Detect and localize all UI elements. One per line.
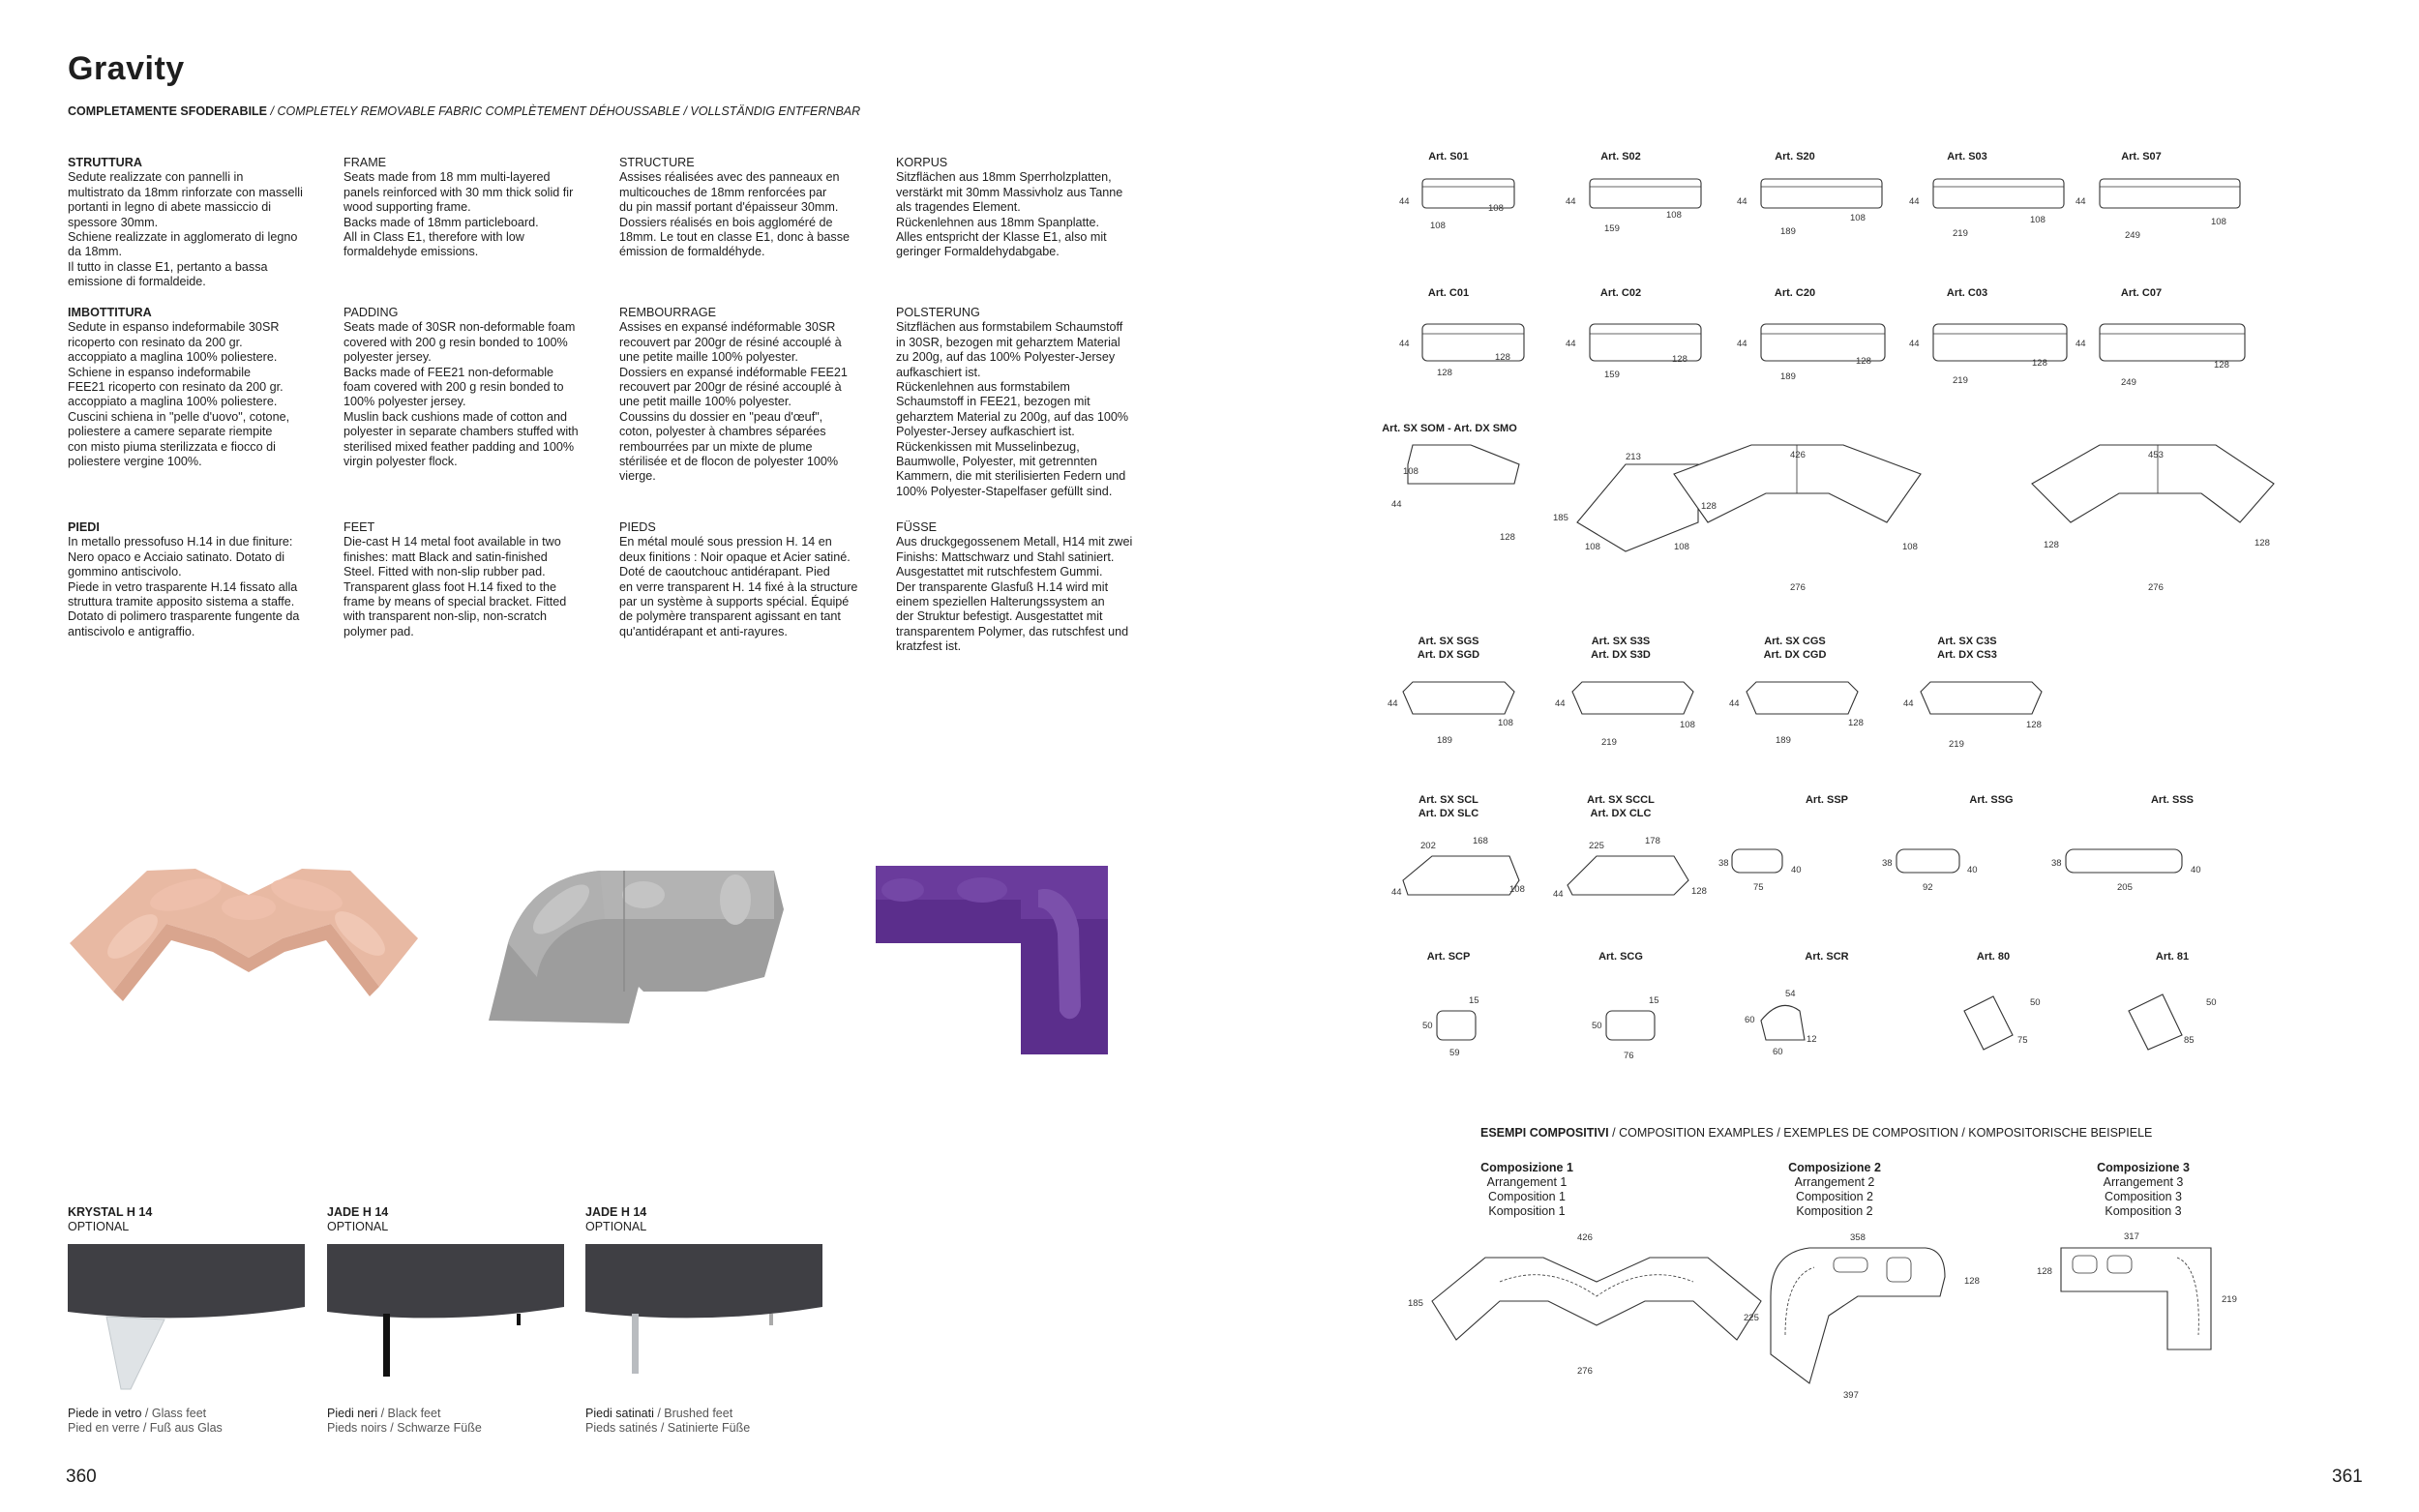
heading-padding: PADDING xyxy=(343,306,399,319)
dim: 108 xyxy=(1498,718,1513,728)
dim: 108 xyxy=(1850,213,1866,223)
feet-caption xyxy=(585,1407,822,1421)
feet-caption-2: Pied en verre / Fuß aus Glas xyxy=(68,1421,223,1435)
purple-sofa-image xyxy=(876,861,1118,1064)
column-french-feet xyxy=(619,520,882,639)
text-frame: Seats made from 18 mm multi-layered panels reinforced with 30 mm thick solid fir wood supporting frame. Backs made of 18mm particleboard. All in Class E1, therefore with low formaldehyde emissions. xyxy=(343,170,574,259)
dim: 59 xyxy=(1449,1048,1460,1058)
art-80-label: Art. 80 xyxy=(1976,951,2011,963)
text-struttura: Sedute realizzate con pannelli in multistrato da 18mm rinforzate con masselli portanti in legno di abete massiccio di spessore 30mm. Schiene realizzate in agglomerato di legno da 18mm. Il tutto in classe E1, pertanto a bassa emissione di formaldeide. xyxy=(68,170,303,289)
feet-caption-2: Pieds noirs / Schwarze Füße xyxy=(327,1421,482,1435)
dim: 44 xyxy=(1388,698,1398,709)
dim: 44 xyxy=(1737,196,1747,207)
dim: 38 xyxy=(2051,858,2062,869)
dim: 40 xyxy=(1967,865,1978,875)
dim: 219 xyxy=(1953,228,1968,239)
column-german xyxy=(896,156,1159,260)
dim: 108 xyxy=(1488,203,1504,214)
heading-structure: STRUCTURE xyxy=(619,156,695,169)
dim: 50 xyxy=(1422,1021,1433,1031)
dim: 185 xyxy=(1553,513,1568,523)
feet-name: JADE H 14 xyxy=(327,1205,389,1219)
heading-imbottitura: IMBOTTITURA xyxy=(68,306,152,319)
caption-main: Piedi neri xyxy=(327,1407,378,1420)
dim: 178 xyxy=(1645,836,1660,846)
dim: 54 xyxy=(1785,989,1796,999)
composition-examples-heading xyxy=(1480,1126,2152,1140)
column-french-padding xyxy=(619,306,882,485)
subtitle-rest: / COMPLETELY REMOVABLE FABRIC COMPLÈTEMENT DÉHOUSSABLE / VOLLSTÄNDIG ENTFERNBAR xyxy=(267,104,861,118)
dim: 189 xyxy=(1776,735,1791,746)
composition-1 xyxy=(1411,1161,1643,1219)
label-line: Art. SX SGS xyxy=(1418,636,1479,647)
heading-rembourrage: REMBOURRAGE xyxy=(619,306,717,319)
art-s03-label: Art. S03 xyxy=(1947,151,1987,163)
art-ssg-label: Art. SSG xyxy=(1969,794,2014,806)
art-c20-label: Art. C20 xyxy=(1774,287,1816,299)
label-line: Art. DX CLC xyxy=(1590,808,1652,819)
dim: 128 xyxy=(1672,354,1687,365)
column-german-padding xyxy=(896,306,1159,499)
dim: 108 xyxy=(1674,542,1689,552)
heading-fusse: FÜSSE xyxy=(896,520,937,534)
subtitle-bold: COMPLETAMENTE SFODERABILE xyxy=(68,104,268,118)
feet-option-jade-brushed xyxy=(585,1205,822,1436)
dim: 50 xyxy=(2030,997,2041,1008)
dim: 426 xyxy=(1790,450,1806,460)
dim: 60 xyxy=(1773,1047,1783,1057)
heading-polsterung: POLSTERUNG xyxy=(896,306,980,319)
art-81-label: Art. 81 xyxy=(2155,951,2190,963)
art-c01-label: Art. C01 xyxy=(1427,287,1470,299)
art-s02-label: Art. S02 xyxy=(1600,151,1641,163)
composition-line: Composition 3 xyxy=(2105,1190,2182,1203)
dim: 128 xyxy=(1495,352,1510,363)
dim: 128 xyxy=(1500,532,1515,543)
art-sss-label: Art. SSS xyxy=(2150,794,2195,806)
art-s20-label: Art. S20 xyxy=(1775,151,1815,163)
art-s07-label: Art. S07 xyxy=(2121,151,2162,163)
label-line: Art. SX SCL xyxy=(1419,794,1478,806)
page-number-right: 361 xyxy=(2332,1467,2363,1487)
feet-caption xyxy=(68,1407,305,1421)
caption-main: Piedi satinati xyxy=(585,1407,654,1420)
text-feet: Die-cast H 14 metal foot available in two finishes: matt Black and satin-finished Steel. Fitted with non-slip rubber pad. Transparent glass foot H.14 fixed to the frame by means of special bracket. Fitted with transparent non-slip, non-scratch polymer pad. xyxy=(343,535,567,638)
dim: 44 xyxy=(1903,698,1914,709)
dim: 12 xyxy=(1807,1034,1817,1045)
dim: 76 xyxy=(1624,1051,1634,1061)
caption-rest: / Black feet xyxy=(377,1407,441,1420)
dim: 128 xyxy=(2214,360,2229,371)
feet-name: JADE H 14 xyxy=(585,1205,647,1219)
label-line: Art. SX SCCL xyxy=(1587,794,1655,806)
dim: 453 xyxy=(2148,450,2164,460)
dim: 128 xyxy=(2037,1266,2052,1277)
composition-title: Composizione 2 xyxy=(1788,1161,1881,1174)
dim: 40 xyxy=(2191,865,2201,875)
art-ssp-label: Art. SSP xyxy=(1805,794,1849,806)
dim: 108 xyxy=(2211,217,2226,227)
dim: 249 xyxy=(2125,230,2140,241)
dim: 128 xyxy=(1848,718,1864,728)
composition-3-drawing xyxy=(2037,1231,2237,1349)
label-line: Art. DX SLC xyxy=(1418,808,1479,819)
composition-2 xyxy=(1718,1161,1951,1219)
dim: 44 xyxy=(1553,889,1564,900)
dim: 44 xyxy=(1737,339,1747,349)
dim: 44 xyxy=(1555,698,1566,709)
dim: 213 xyxy=(1626,452,1641,462)
text-korpus: Sitzflächen aus 18mm Sperrholzplatten, verstärkt mit 30mm Massivholz aus Tanne als tragendes Element. Rückenlehnen aus 18mm Spanplatte. Alles entspricht der Klasse E1, also mit geringer Formaldehydabgabe. xyxy=(896,170,1123,259)
dim: 128 xyxy=(1856,356,1871,367)
dim: 50 xyxy=(1592,1021,1602,1031)
art-som-label: Art. SX SOM - Art. DX SMO xyxy=(1382,423,1517,434)
dim: 128 xyxy=(1691,886,1707,897)
dim: 219 xyxy=(1953,375,1968,386)
text-pieds: En métal moulé sous pression H. 14 en deux finitions : Noir opaque et Acier satiné. Doté de caoutchouc antidérapant. Pied en verre transparent H. 14 fixé à la structure par un système à supports spécial. Équipé de polymère transparent agissant en tant qu'antidérapant et anti-rayures. xyxy=(619,535,858,638)
dim: 225 xyxy=(1744,1313,1759,1323)
text-rembourrage: Assises en expansé indéformable 30SR recouvert par 200gr de résiné accouplé à une petite maille 100% polyester. Dossiers en expansé indéformable FEE21 recouvert par 200gr de résiné accouplé à une petit maille 100% polyester. Coussins du dossier en "peau d'œuf", coton, polyester à chambres séparées rembourrées par un mixte de plume stérilisée et de flocon de polyester 100% vierge. xyxy=(619,320,848,484)
column-italian-feet xyxy=(68,520,331,639)
feet-name: KRYSTAL H 14 xyxy=(68,1205,153,1219)
column-french xyxy=(619,156,882,260)
dim: 128 xyxy=(1964,1276,1980,1287)
feet-optional: OPTIONAL xyxy=(585,1220,647,1233)
text-structure: Assises réalisées avec des panneaux en multicouches de 18mm renforcées par du pin massif portant d'épaisseur 30mm. Dossiers réalisés en bois aggloméré de 18mm. Le tout en classe E1, donc à basse émission de formaldéhyde. xyxy=(619,170,851,259)
page-number-left: 360 xyxy=(66,1467,97,1487)
glass-foot-image xyxy=(68,1244,305,1399)
dim: 128 xyxy=(2032,358,2047,369)
art-c02-label: Art. C02 xyxy=(1599,287,1642,299)
dim: 75 xyxy=(2017,1035,2028,1046)
label-line: Art. SX CGS xyxy=(1764,636,1826,647)
dim: 189 xyxy=(1437,735,1452,746)
label-line: Art. SX C3S xyxy=(1937,636,1997,647)
composition-title: Composizione 3 xyxy=(2097,1161,2190,1174)
label-line: Art. DX SGD xyxy=(1417,649,1480,661)
dim: 38 xyxy=(1882,858,1893,869)
dim: 426 xyxy=(1577,1232,1593,1243)
art-scp-label: Art. SCP xyxy=(1426,951,1471,963)
dim: 108 xyxy=(1902,542,1918,552)
subtitle xyxy=(68,104,860,118)
dim: 15 xyxy=(1469,995,1479,1006)
dim: 108 xyxy=(1509,884,1525,895)
caption-rest: / Glass feet xyxy=(141,1407,207,1420)
dim: 159 xyxy=(1604,370,1620,380)
composition-title: Composizione 1 xyxy=(1480,1161,1573,1174)
dim: 219 xyxy=(1949,739,1964,750)
feet-option-krystal xyxy=(68,1205,305,1436)
esempi-rest: / COMPOSITION EXAMPLES / EXEMPLES DE COMPOSITION / KOMPOSITORISCHE BEISPIELE xyxy=(1608,1126,2153,1140)
heading-korpus: KORPUS xyxy=(896,156,948,169)
grey-sofa-image xyxy=(484,851,793,1045)
dim: 75 xyxy=(1753,882,1764,893)
page-title: Gravity xyxy=(68,50,185,87)
dim: 276 xyxy=(1790,582,1806,593)
heading-struttura: STRUTTURA xyxy=(68,156,142,169)
column-italian-padding xyxy=(68,306,331,469)
dim: 44 xyxy=(1399,196,1410,207)
composition-line: Composition 2 xyxy=(1796,1190,1873,1203)
label-line: Art. DX CS3 xyxy=(1937,649,1997,661)
feet-optional: OPTIONAL xyxy=(68,1220,130,1233)
column-italian xyxy=(68,156,331,290)
text-piedi: In metallo pressofuso H.14 in due finiture: Nero opaco e Acciaio satinato. Dotato di gommino antiscivolo. Piede in vetro trasparente H.14 fissato alla struttura tramite apposito sistema a staffe. Dotato di polimero trasparente fungente da antiscivolo e antigraffio. xyxy=(68,535,300,638)
dim: 15 xyxy=(1649,995,1659,1006)
dim: 128 xyxy=(2044,540,2059,550)
composition-line: Composition 1 xyxy=(1488,1190,1566,1203)
text-fusse: Aus druckgegossenem Metall, H14 mit zwei Finishs: Mattschwarz und Stahl satiniert. Ausgestattet mit rutschfestem Gummi. Der transparente Glasfuß H.14 wird mit einem speziellen Halterungssystem an der Struktur befestigt. Ausgestattet mit transparentem Polymer, das rutschfest und kratzfest ist. xyxy=(896,535,1133,654)
composition-1-drawing xyxy=(1408,1232,1761,1377)
dim: 128 xyxy=(1701,501,1717,512)
feet-optional: OPTIONAL xyxy=(327,1220,389,1233)
dim: 159 xyxy=(1604,223,1620,234)
label-line: Art. DX CGD xyxy=(1763,649,1827,661)
label-line: Art. SX S3S xyxy=(1591,636,1651,647)
art-c03-label: Art. C03 xyxy=(1946,287,1988,299)
text-padding: Seats made of 30SR non-deformable foam covered with 200 g resin bonded to 100% polyester jersey. Backs made of FEE21 non-deformable foam covered with 200 g resin bonded to 100% polyester jersey. Muslin back cushions made of cotton and polyester in separate chambers stuffed with sterilised mixed feather padding and 100% virgin polyester flock. xyxy=(343,320,579,469)
dim: 219 xyxy=(1601,737,1617,748)
composition-line: Komposition 1 xyxy=(1488,1204,1566,1218)
art-scg-label: Art. SCG xyxy=(1598,951,1643,963)
heading-frame: FRAME xyxy=(343,156,387,169)
art-c07-label: Art. C07 xyxy=(2120,287,2163,299)
dim: 108 xyxy=(1430,221,1446,231)
dim: 276 xyxy=(1577,1366,1593,1377)
composition-drawings xyxy=(1403,1229,2274,1403)
dim: 358 xyxy=(1850,1232,1866,1243)
dim: 108 xyxy=(2030,215,2046,225)
dim: 317 xyxy=(2124,1231,2139,1242)
column-german-feet xyxy=(896,520,1159,655)
art-scr-label: Art. SCR xyxy=(1805,951,1849,963)
dim: 128 xyxy=(2255,538,2270,548)
dim: 50 xyxy=(2206,997,2217,1008)
composition-line: Komposition 2 xyxy=(1796,1204,1873,1218)
dim: 249 xyxy=(2121,377,2136,388)
dim: 128 xyxy=(1437,368,1452,378)
text-imbottitura: Sedute in espanso indeformabile 30SR ricoperto con resinato da 200 gr. accoppiato a maglina 100% poliestere. Schiene in espanso indeformabile FEE21 ricoperto con resinato da 200 gr. accoppiato a maglina 100% poliestere. Cuscini schiena in "pelle d'uovo", cotone, poliestere a camere separate riempite con misto piuma sterilizzata e fiocco di poliestere vergine 100%. xyxy=(68,320,290,469)
caption-rest: / Brushed feet xyxy=(653,1407,733,1420)
composition-line: Arrangement 2 xyxy=(1794,1175,1875,1189)
heading-feet: FEET xyxy=(343,520,375,534)
composition-line: Komposition 3 xyxy=(2105,1204,2182,1218)
dim: 44 xyxy=(1909,196,1920,207)
column-english-padding xyxy=(343,306,607,469)
dim: 189 xyxy=(1780,371,1796,382)
heading-piedi: PIEDI xyxy=(68,520,100,534)
dim: 60 xyxy=(1745,1015,1755,1025)
column-english-feet xyxy=(343,520,607,639)
dim: 202 xyxy=(1420,841,1436,851)
dim: 44 xyxy=(1909,339,1920,349)
dim: 44 xyxy=(1399,339,1410,349)
dim: 108 xyxy=(1680,720,1695,730)
dim: 108 xyxy=(1666,210,1682,221)
pink-sofa-image xyxy=(60,851,428,1025)
feet-caption xyxy=(327,1407,564,1421)
dim: 168 xyxy=(1473,836,1488,846)
composition-line: Arrangement 3 xyxy=(2103,1175,2184,1189)
dim: 44 xyxy=(1729,698,1740,709)
dim: 44 xyxy=(1391,499,1402,510)
dim: 219 xyxy=(2222,1294,2237,1305)
dimension-labels xyxy=(1355,135,2322,1093)
dim: 189 xyxy=(1780,226,1796,237)
dim: 85 xyxy=(2184,1035,2195,1046)
composition-line: Arrangement 1 xyxy=(1486,1175,1568,1189)
dim: 225 xyxy=(1589,841,1604,851)
dim: 185 xyxy=(1408,1298,1423,1309)
dim: 92 xyxy=(1923,882,1933,893)
text-polsterung: Sitzflächen aus formstabilem Schaumstoff in 30SR, bezogen mit geharztem Material zu 200g, auf das 100% Polyester-Jersey aufkaschiert ist. Rückenlehnen aus formstabilem Schaumstoff in FEE21, bezogen mit geharztem Material zu 200g, auf das 100% Polyester-Jersey aufkaschiert ist. Rückenkissen mit Musselinbezug, Baumwolle, Polyester, mit getrennten Kammern, die mit sterilisierten Federn und 100% Polyester-Stapelfaser gefüllt sind. xyxy=(896,320,1129,498)
esempi-bold: ESEMPI COMPOSITIVI xyxy=(1480,1126,1609,1140)
feet-option-jade-black xyxy=(327,1205,564,1436)
column-english xyxy=(343,156,607,260)
dim: 40 xyxy=(1791,865,1802,875)
dim: 38 xyxy=(1718,858,1729,869)
dim: 44 xyxy=(2076,196,2086,207)
dim: 276 xyxy=(2148,582,2164,593)
feet-caption-2: Pieds satinés / Satinierte Füße xyxy=(585,1421,751,1435)
dim: 108 xyxy=(1403,466,1419,477)
heading-pieds: PIEDS xyxy=(619,520,656,534)
caption-main: Piede in vetro xyxy=(68,1407,142,1420)
dim: 44 xyxy=(1566,196,1576,207)
composition-2-drawing xyxy=(1744,1232,1980,1401)
dim: 205 xyxy=(2117,882,2133,893)
dim: 108 xyxy=(1585,542,1600,552)
composition-3 xyxy=(2027,1161,2259,1219)
label-line: Art. DX S3D xyxy=(1591,649,1651,661)
dim: 44 xyxy=(1566,339,1576,349)
brushed-foot-image xyxy=(585,1244,822,1399)
dim: 44 xyxy=(2076,339,2086,349)
dim: 44 xyxy=(1391,887,1402,898)
dim: 397 xyxy=(1843,1390,1859,1401)
black-foot-image xyxy=(327,1244,564,1399)
dim: 128 xyxy=(2026,720,2042,730)
art-s01-label: Art. S01 xyxy=(1428,151,1469,163)
